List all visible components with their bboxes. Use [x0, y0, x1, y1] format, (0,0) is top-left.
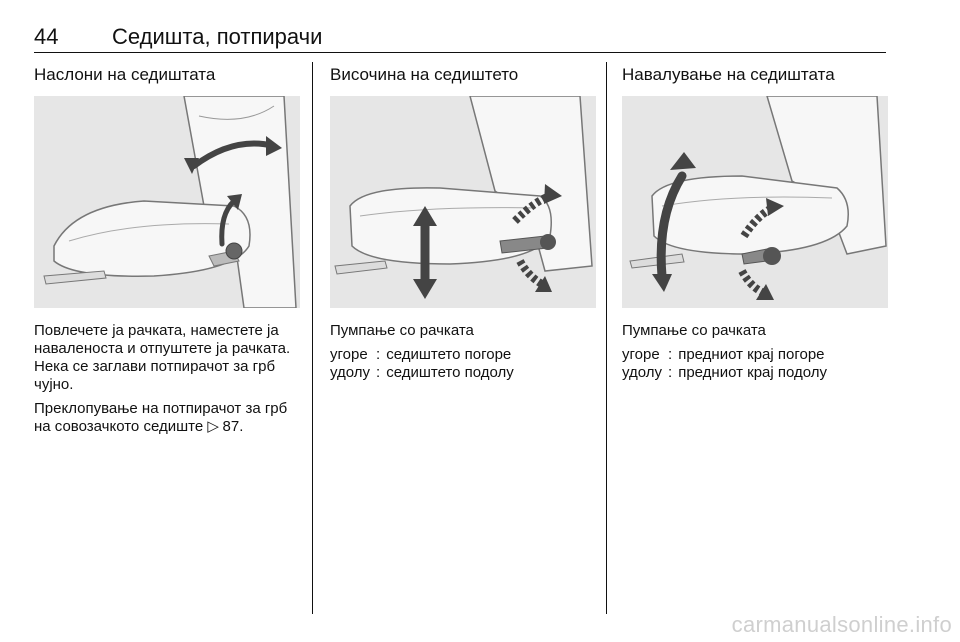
seat-tilt-illustration	[622, 96, 888, 308]
column-heading: Наслони на седиштата	[34, 65, 216, 84]
column-text	[622, 322, 890, 382]
column-seat-height	[330, 60, 596, 381]
page-number: 44	[34, 24, 59, 49]
column-heading: Височина на седиштето	[330, 65, 519, 84]
definition-table	[330, 346, 514, 382]
term: угоре	[330, 346, 368, 363]
page-header	[34, 24, 886, 52]
column-heading: Навалување на седиштата	[622, 65, 835, 84]
description: седиштето подолу	[386, 364, 514, 381]
seat-backrest-illustration	[34, 96, 300, 308]
separator: :	[668, 364, 673, 381]
page-reference[interactable]: 87.	[222, 418, 244, 435]
term: удолу	[622, 364, 663, 381]
seat-illustration	[330, 96, 596, 308]
paragraph-with-reference	[34, 400, 302, 436]
column-divider	[312, 62, 313, 614]
page-reference-icon: ▷	[207, 418, 219, 435]
definition-table	[622, 346, 827, 382]
column-text	[34, 322, 302, 442]
separator: :	[376, 346, 381, 363]
seat-illustration	[34, 96, 300, 308]
watermark: carmanualsonline.info	[731, 612, 952, 637]
term: угоре	[622, 346, 660, 363]
separator: :	[376, 364, 381, 381]
column-seat-tilt	[622, 60, 888, 381]
definition-row	[330, 346, 514, 364]
column-text	[330, 322, 598, 382]
seat-height-illustration	[330, 96, 596, 308]
column-backrest	[34, 60, 300, 435]
term: удолу	[330, 364, 371, 381]
description: предниот крај погоре	[678, 346, 825, 363]
description: предниот крај подолу	[678, 364, 828, 381]
section-title: Седишта, потпирачи	[112, 24, 323, 49]
intro-text: Пумпање со рачката	[330, 322, 474, 339]
seat-illustration	[622, 96, 888, 308]
intro-text: Пумпање со рачката	[622, 322, 766, 339]
paragraph: Преклопување на потпирачот за грб на совозачкото седиште	[34, 400, 288, 435]
separator: :	[668, 346, 673, 363]
definition-row	[330, 364, 514, 382]
description: седиштето погоре	[386, 346, 512, 363]
header-rule	[34, 52, 886, 53]
paragraph: Повлечете ја рачката, наместете ја наваленоста и отпуштете ја рачката. Нека се заглави потпирачот за грб чујно.	[34, 322, 291, 393]
definition-row	[622, 346, 827, 364]
column-divider	[606, 62, 607, 614]
definition-row	[622, 364, 827, 382]
